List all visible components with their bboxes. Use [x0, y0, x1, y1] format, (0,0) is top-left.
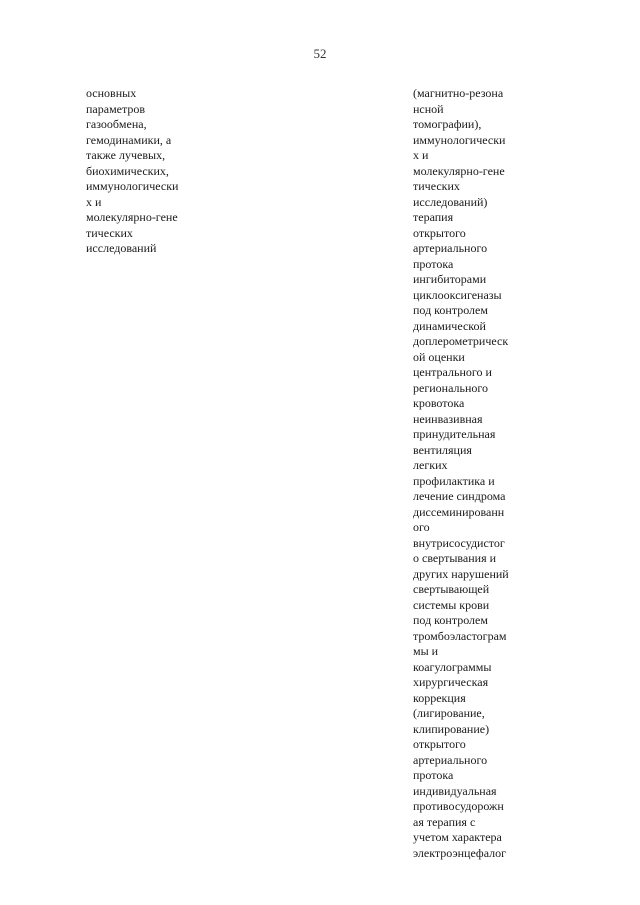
- text-line: вентиляция: [413, 442, 472, 457]
- text-line: клипирование): [413, 721, 490, 736]
- text-line: динамической: [413, 318, 486, 333]
- text-line: параметров: [86, 101, 146, 116]
- text-line: ой оценки: [413, 349, 465, 364]
- text-line: циклооксигеназы: [413, 287, 502, 302]
- text-line: принудительная: [413, 427, 496, 441]
- text-line: протока: [413, 256, 454, 271]
- text-line: ингибиторами: [413, 272, 487, 286]
- text-line: профилактика и: [413, 473, 495, 488]
- text-line: лечение синдрома: [413, 489, 506, 503]
- text-line: иммунологически: [86, 179, 179, 193]
- text-line: тических: [413, 179, 460, 193]
- right-column-text: [413, 86, 509, 861]
- left-column-text: [86, 86, 178, 257]
- text-line: исследований: [86, 241, 157, 255]
- text-line: газообмена,: [86, 117, 147, 131]
- text-line: артериального: [413, 241, 488, 255]
- text-line: исследований): [413, 194, 488, 209]
- text-line: мы и: [413, 644, 439, 658]
- text-line: протока: [413, 768, 454, 782]
- text-line: нсной: [413, 101, 444, 116]
- text-line: внутрисосудистог: [413, 535, 505, 550]
- text-line: основных: [86, 86, 137, 100]
- text-line: легких: [413, 458, 448, 472]
- text-line: иммунологически: [413, 132, 506, 147]
- text-line: неинвазивная: [413, 411, 483, 426]
- text-line: молекулярно-гене: [413, 163, 505, 178]
- text-line: тромбоэластограм: [413, 628, 507, 643]
- text-line: коагулограммы: [413, 659, 492, 674]
- text-line: также лучевых,: [86, 148, 166, 162]
- text-line: гемодинамики, а: [86, 132, 172, 147]
- text-line: тических: [86, 225, 133, 240]
- text-line: регионального: [413, 380, 489, 395]
- text-line: х и: [86, 194, 102, 209]
- text-line: системы крови: [413, 597, 490, 612]
- text-line: противосудорожн: [413, 799, 504, 813]
- text-line: ого: [413, 520, 430, 534]
- text-line: томографии),: [413, 117, 482, 131]
- text-line: индивидуальная: [413, 783, 497, 798]
- text-line: под контролем: [413, 303, 488, 317]
- text-line: электроэнцефалог: [413, 845, 507, 860]
- text-line: коррекция: [413, 690, 466, 705]
- page-number: 52: [313, 46, 327, 61]
- text-line: хирургическая: [413, 675, 489, 689]
- text-line: о свертывания и: [413, 551, 497, 565]
- text-line: доплерометрическ: [413, 334, 509, 348]
- text-line: центрального и: [413, 365, 492, 379]
- text-line: под контролем: [413, 613, 488, 627]
- text-line: (магнитно-резона: [413, 86, 504, 100]
- text-line: открытого: [413, 737, 466, 751]
- text-line: (лигирование,: [413, 706, 485, 720]
- text-line: свертывающей: [413, 582, 490, 596]
- text-line: диссеминированн: [413, 504, 505, 519]
- text-line: артериального: [413, 752, 488, 767]
- text-line: терапия: [413, 210, 454, 224]
- text-line: молекулярно-гене: [86, 210, 178, 224]
- text-line: биохимических,: [86, 163, 169, 178]
- text-line: ая терапия с: [413, 814, 476, 829]
- text-line: других нарушений: [413, 566, 509, 581]
- text-line: открытого: [413, 225, 466, 240]
- text-line: кровотока: [413, 396, 465, 410]
- text-line: учетом характера: [413, 830, 502, 844]
- text-line: х и: [413, 148, 429, 162]
